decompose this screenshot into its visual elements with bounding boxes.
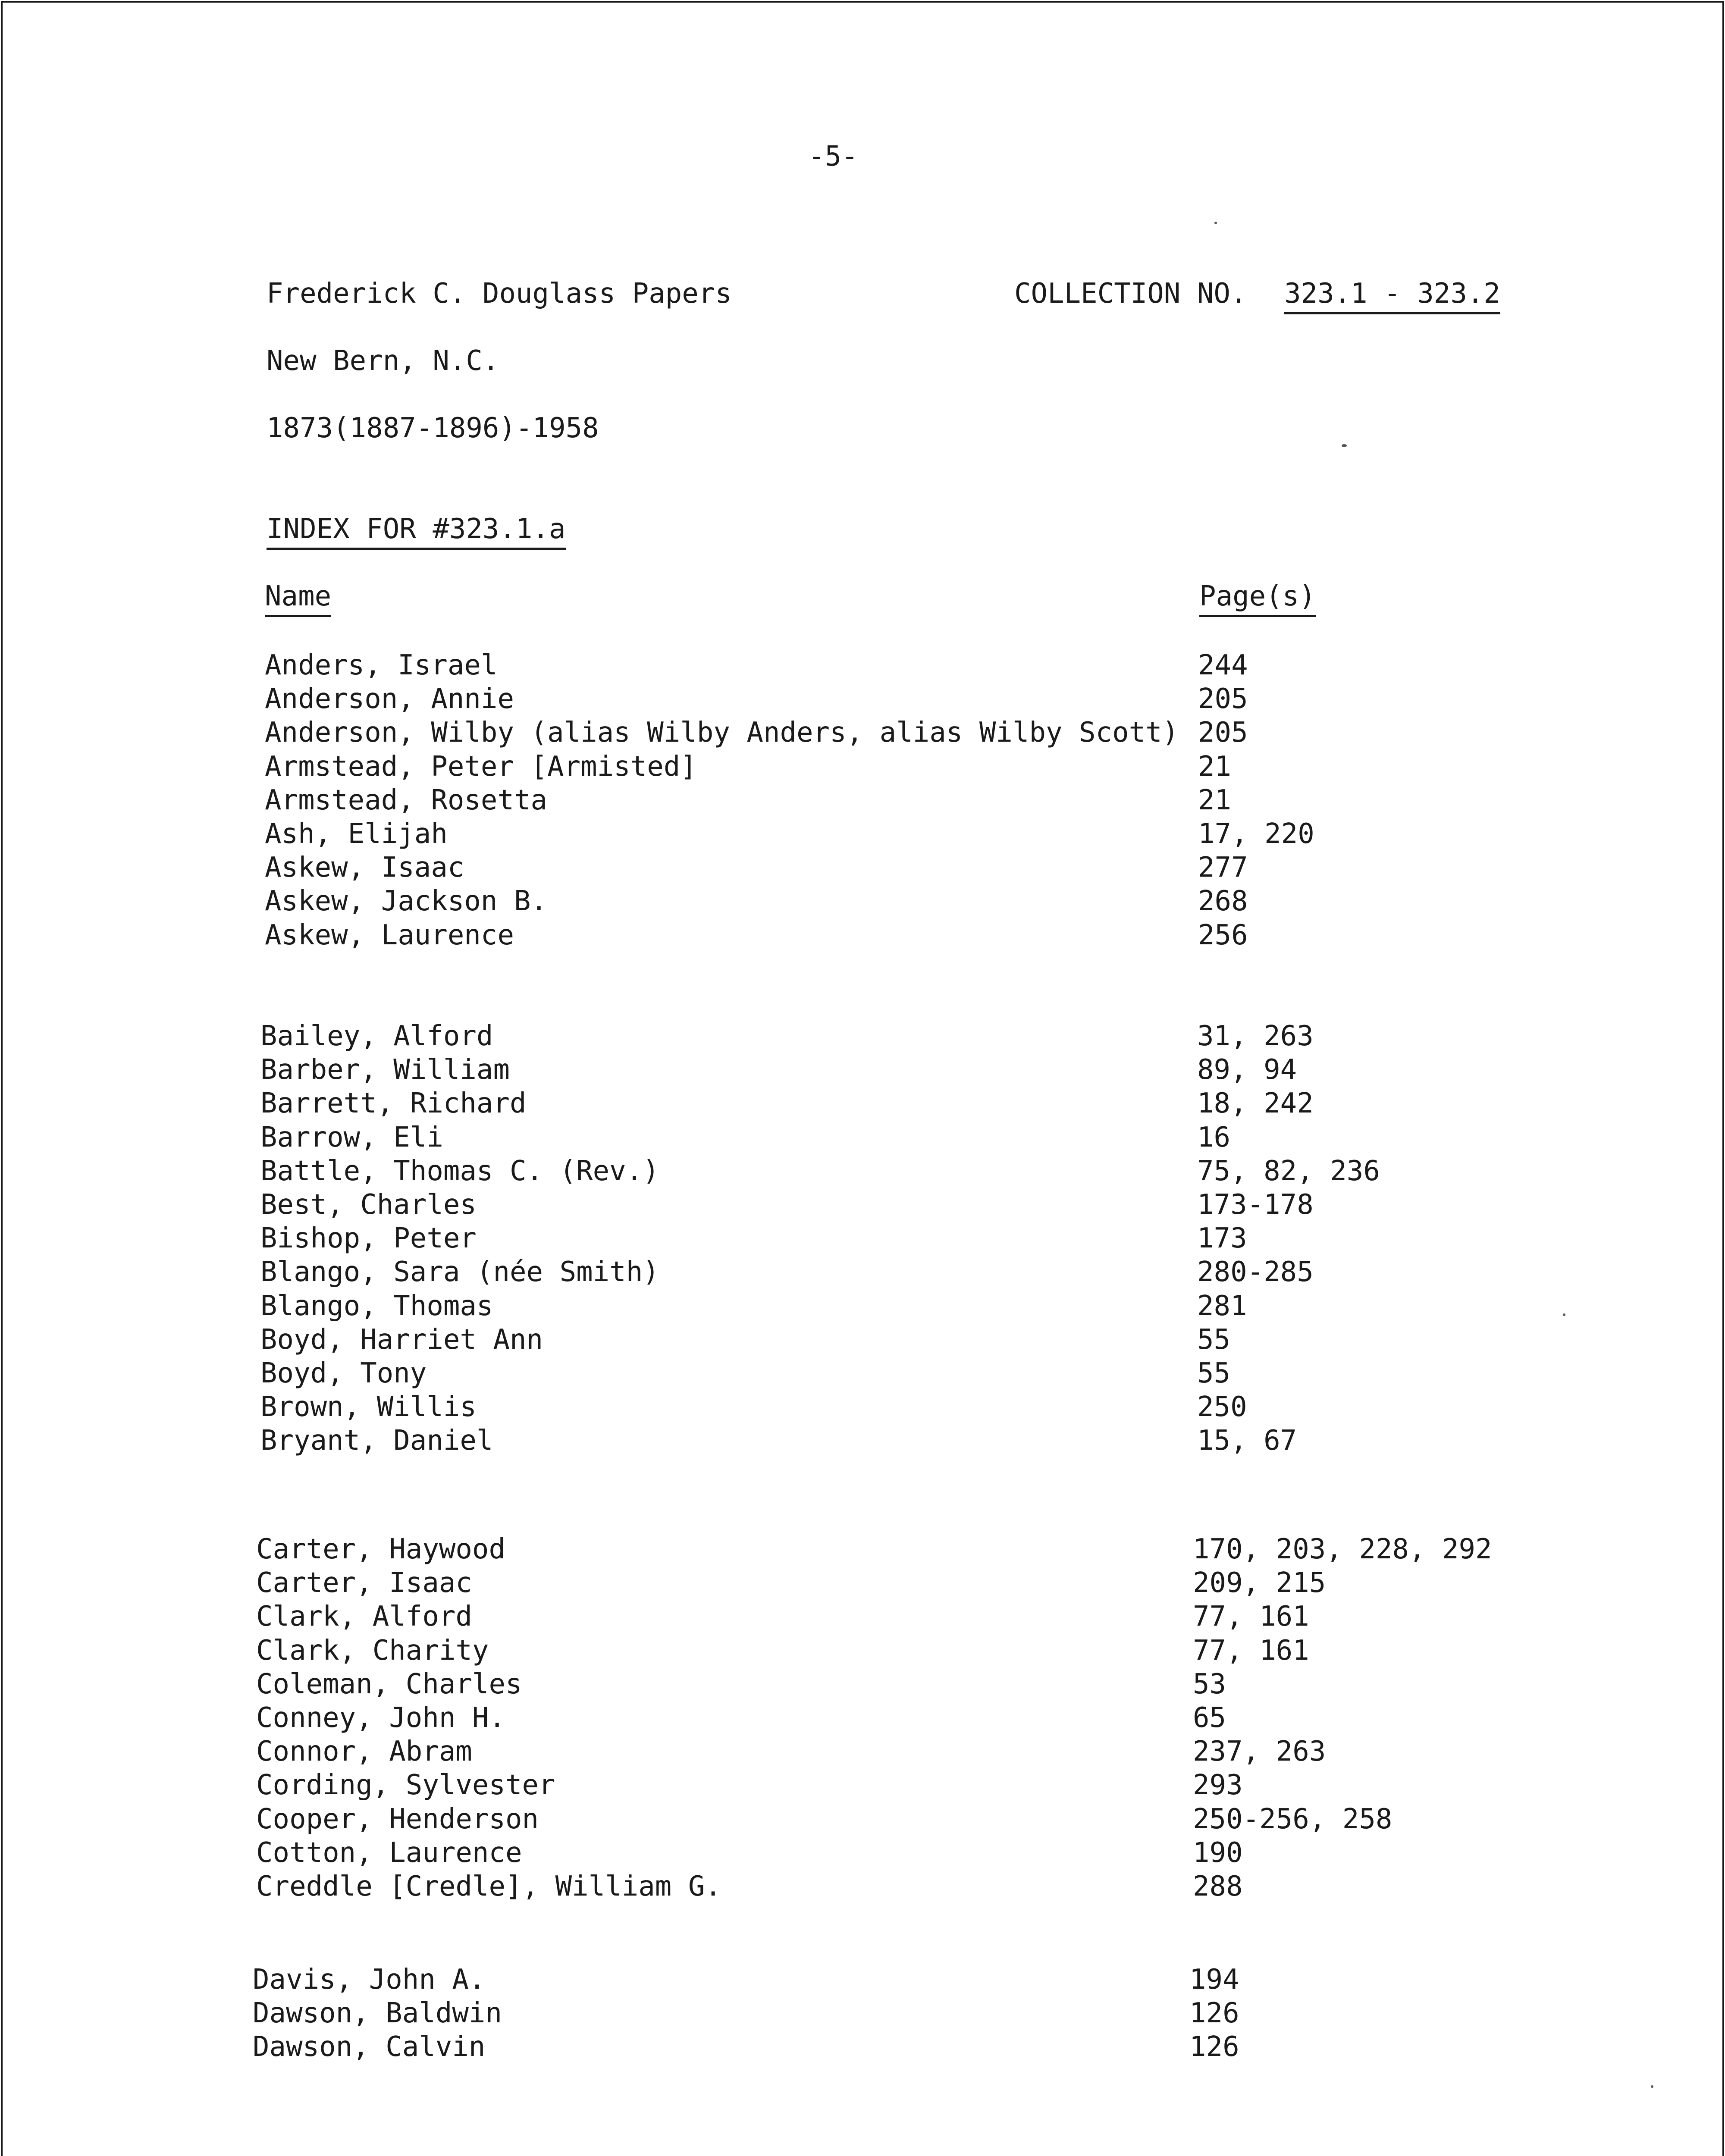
entry-name: Creddle [Credle], William G. (256, 1871, 721, 1902)
entry-pages: 65 (1193, 1702, 1226, 1734)
entry-name: Ash, Elijah (265, 818, 448, 850)
index-entry (3, 884, 1722, 918)
index-entry (3, 1836, 1722, 1870)
entry-pages: 77, 161 (1193, 1634, 1309, 1667)
index-entry (3, 851, 1722, 884)
entry-name: Clark, Alford (256, 1601, 472, 1633)
page-number: -5- (808, 141, 858, 172)
index-entry (3, 1996, 1722, 2030)
index-entry (3, 682, 1722, 716)
index-entry (3, 1154, 1722, 1188)
index-entry (3, 1701, 1722, 1735)
entry-name: Askew, Jackson B. (265, 885, 548, 918)
index-entry (3, 1255, 1722, 1289)
entry-pages: 15, 67 (1197, 1425, 1297, 1457)
entry-pages: 281 (1197, 1290, 1247, 1322)
entry-pages: 53 (1193, 1668, 1226, 1700)
entry-name: Anders, Israel (265, 649, 498, 681)
entry-pages: 205 (1198, 717, 1248, 749)
entry-pages: 16 (1197, 1121, 1231, 1153)
entry-name: Armstead, Peter [Armisted] (265, 750, 697, 783)
entry-pages: 55 (1197, 1323, 1231, 1356)
entry-name: Conney, John H. (256, 1702, 505, 1734)
index-entry (3, 1532, 1722, 1566)
index-entry (3, 1424, 1722, 1457)
index-entry (3, 1053, 1722, 1087)
entry-name: Cording, Sylvester (256, 1769, 555, 1802)
collection-title: Frederick C. Douglass Papers (267, 278, 732, 310)
entry-name: Brown, Willis (260, 1391, 477, 1423)
index-entry (3, 1667, 1722, 1701)
entry-pages: 190 (1193, 1836, 1243, 1869)
index-entry (3, 1870, 1722, 1903)
entry-pages: 194 (1189, 1964, 1239, 1996)
index-entry (3, 783, 1722, 817)
entry-name: Carter, Haywood (256, 1533, 505, 1565)
entry-name: Best, Charles (260, 1189, 477, 1221)
entry-pages: 277 (1198, 852, 1248, 884)
entry-name: Carter, Isaac (256, 1567, 472, 1599)
entry-name: Boyd, Harriet Ann (260, 1323, 543, 1356)
entry-name: Battle, Thomas C. (Rev.) (260, 1155, 659, 1187)
scan-speck (1563, 1313, 1565, 1316)
entry-name: Barrett, Richard (260, 1087, 527, 1120)
entry-name: Blango, Sara (née Smith) (260, 1256, 659, 1288)
index-entry (3, 649, 1722, 682)
entry-name: Dawson, Calvin (253, 2031, 486, 2063)
entry-name: Barber, William (260, 1054, 510, 1086)
entry-pages: 237, 263 (1193, 1736, 1326, 1768)
index-entry (3, 1566, 1722, 1600)
entry-name: Cotton, Laurence (256, 1836, 522, 1869)
entry-pages: 77, 161 (1193, 1601, 1309, 1633)
collection-location: New Bern, N.C. (267, 345, 499, 377)
document-page (1, 1, 1724, 2156)
collection-dates: 1873(1887-1896)-1958 (267, 412, 599, 444)
index-entry (3, 1768, 1722, 1802)
entry-name: Bailey, Alford (260, 1020, 493, 1052)
index-entry (3, 918, 1722, 952)
index-entry (3, 1087, 1722, 1120)
entry-name: Clark, Charity (256, 1634, 489, 1667)
entry-pages: 173 (1197, 1222, 1247, 1255)
entry-pages: 205 (1198, 683, 1248, 715)
entry-pages: 89, 94 (1197, 1054, 1297, 1086)
pages-column-header: Page(s) (1199, 580, 1316, 617)
scan-speck (1651, 2085, 1653, 2088)
entry-pages: 288 (1193, 1871, 1243, 1902)
entry-pages: 75, 82, 236 (1197, 1155, 1380, 1187)
entry-pages: 170, 203, 228, 292 (1193, 1533, 1492, 1565)
collection-label: COLLECTION NO. (1014, 278, 1247, 310)
index-entry (3, 1188, 1722, 1222)
entry-name: Armstead, Rosetta (265, 784, 548, 816)
index-entry (3, 1357, 1722, 1390)
index-entry (3, 817, 1722, 851)
index-entry (3, 1963, 1722, 1996)
index-entry (3, 1222, 1722, 1255)
entry-pages: 173-178 (1197, 1189, 1314, 1221)
entry-pages: 31, 263 (1197, 1020, 1314, 1052)
entry-name: Cooper, Henderson (256, 1803, 539, 1835)
entry-pages: 209, 215 (1193, 1567, 1326, 1599)
index-entry (3, 1390, 1722, 1424)
index-entry (3, 716, 1722, 749)
entry-pages: 55 (1197, 1357, 1231, 1389)
index-entry (3, 1802, 1722, 1836)
index-entry (3, 1289, 1722, 1323)
index-entry (3, 1735, 1722, 1768)
entry-pages: 293 (1193, 1769, 1243, 1802)
entry-name: Blango, Thomas (260, 1290, 493, 1322)
entry-name: Bishop, Peter (260, 1222, 477, 1255)
entry-name: Boyd, Tony (260, 1357, 427, 1389)
index-entry (3, 750, 1722, 783)
entry-pages: 18, 242 (1197, 1087, 1314, 1120)
entry-pages: 17, 220 (1198, 818, 1314, 850)
entry-pages: 244 (1198, 649, 1248, 681)
index-entry (3, 1323, 1722, 1357)
index-entry (3, 1121, 1722, 1154)
entry-pages: 268 (1198, 885, 1248, 918)
entry-name: Anderson, Annie (265, 683, 514, 715)
entry-pages: 126 (1189, 2031, 1239, 2063)
index-entry (3, 2030, 1722, 2064)
entry-name: Coleman, Charles (256, 1668, 522, 1700)
entry-name: Askew, Laurence (265, 919, 514, 951)
entry-name: Barrow, Eli (260, 1121, 443, 1153)
entry-pages: 21 (1198, 784, 1232, 816)
entry-name: Dawson, Baldwin (253, 1997, 502, 2030)
entry-pages: 21 (1198, 750, 1232, 783)
entry-name: Davis, John A. (253, 1964, 486, 1996)
index-entry (3, 1600, 1722, 1633)
entry-pages: 126 (1189, 1997, 1239, 2030)
entry-name: Anderson, Wilby (alias Wilby Anders, alias Wilby Scott) (265, 717, 1179, 749)
collection-number: 323.1 - 323.2 (1284, 277, 1500, 314)
entry-pages: 250 (1197, 1391, 1247, 1423)
entry-name: Connor, Abram (256, 1736, 472, 1768)
scan-speck (1214, 222, 1217, 224)
index-entry (3, 1634, 1722, 1667)
entry-pages: 256 (1198, 919, 1248, 951)
entry-name: Bryant, Daniel (260, 1425, 493, 1457)
scan-speck (1342, 444, 1347, 447)
name-column-header: Name (265, 580, 331, 617)
index-title: INDEX FOR #323.1.a (267, 512, 566, 550)
entry-pages: 250-256, 258 (1193, 1803, 1393, 1835)
entry-pages: 280-285 (1197, 1256, 1314, 1288)
index-entry (3, 1019, 1722, 1053)
entry-name: Askew, Isaac (265, 852, 464, 884)
